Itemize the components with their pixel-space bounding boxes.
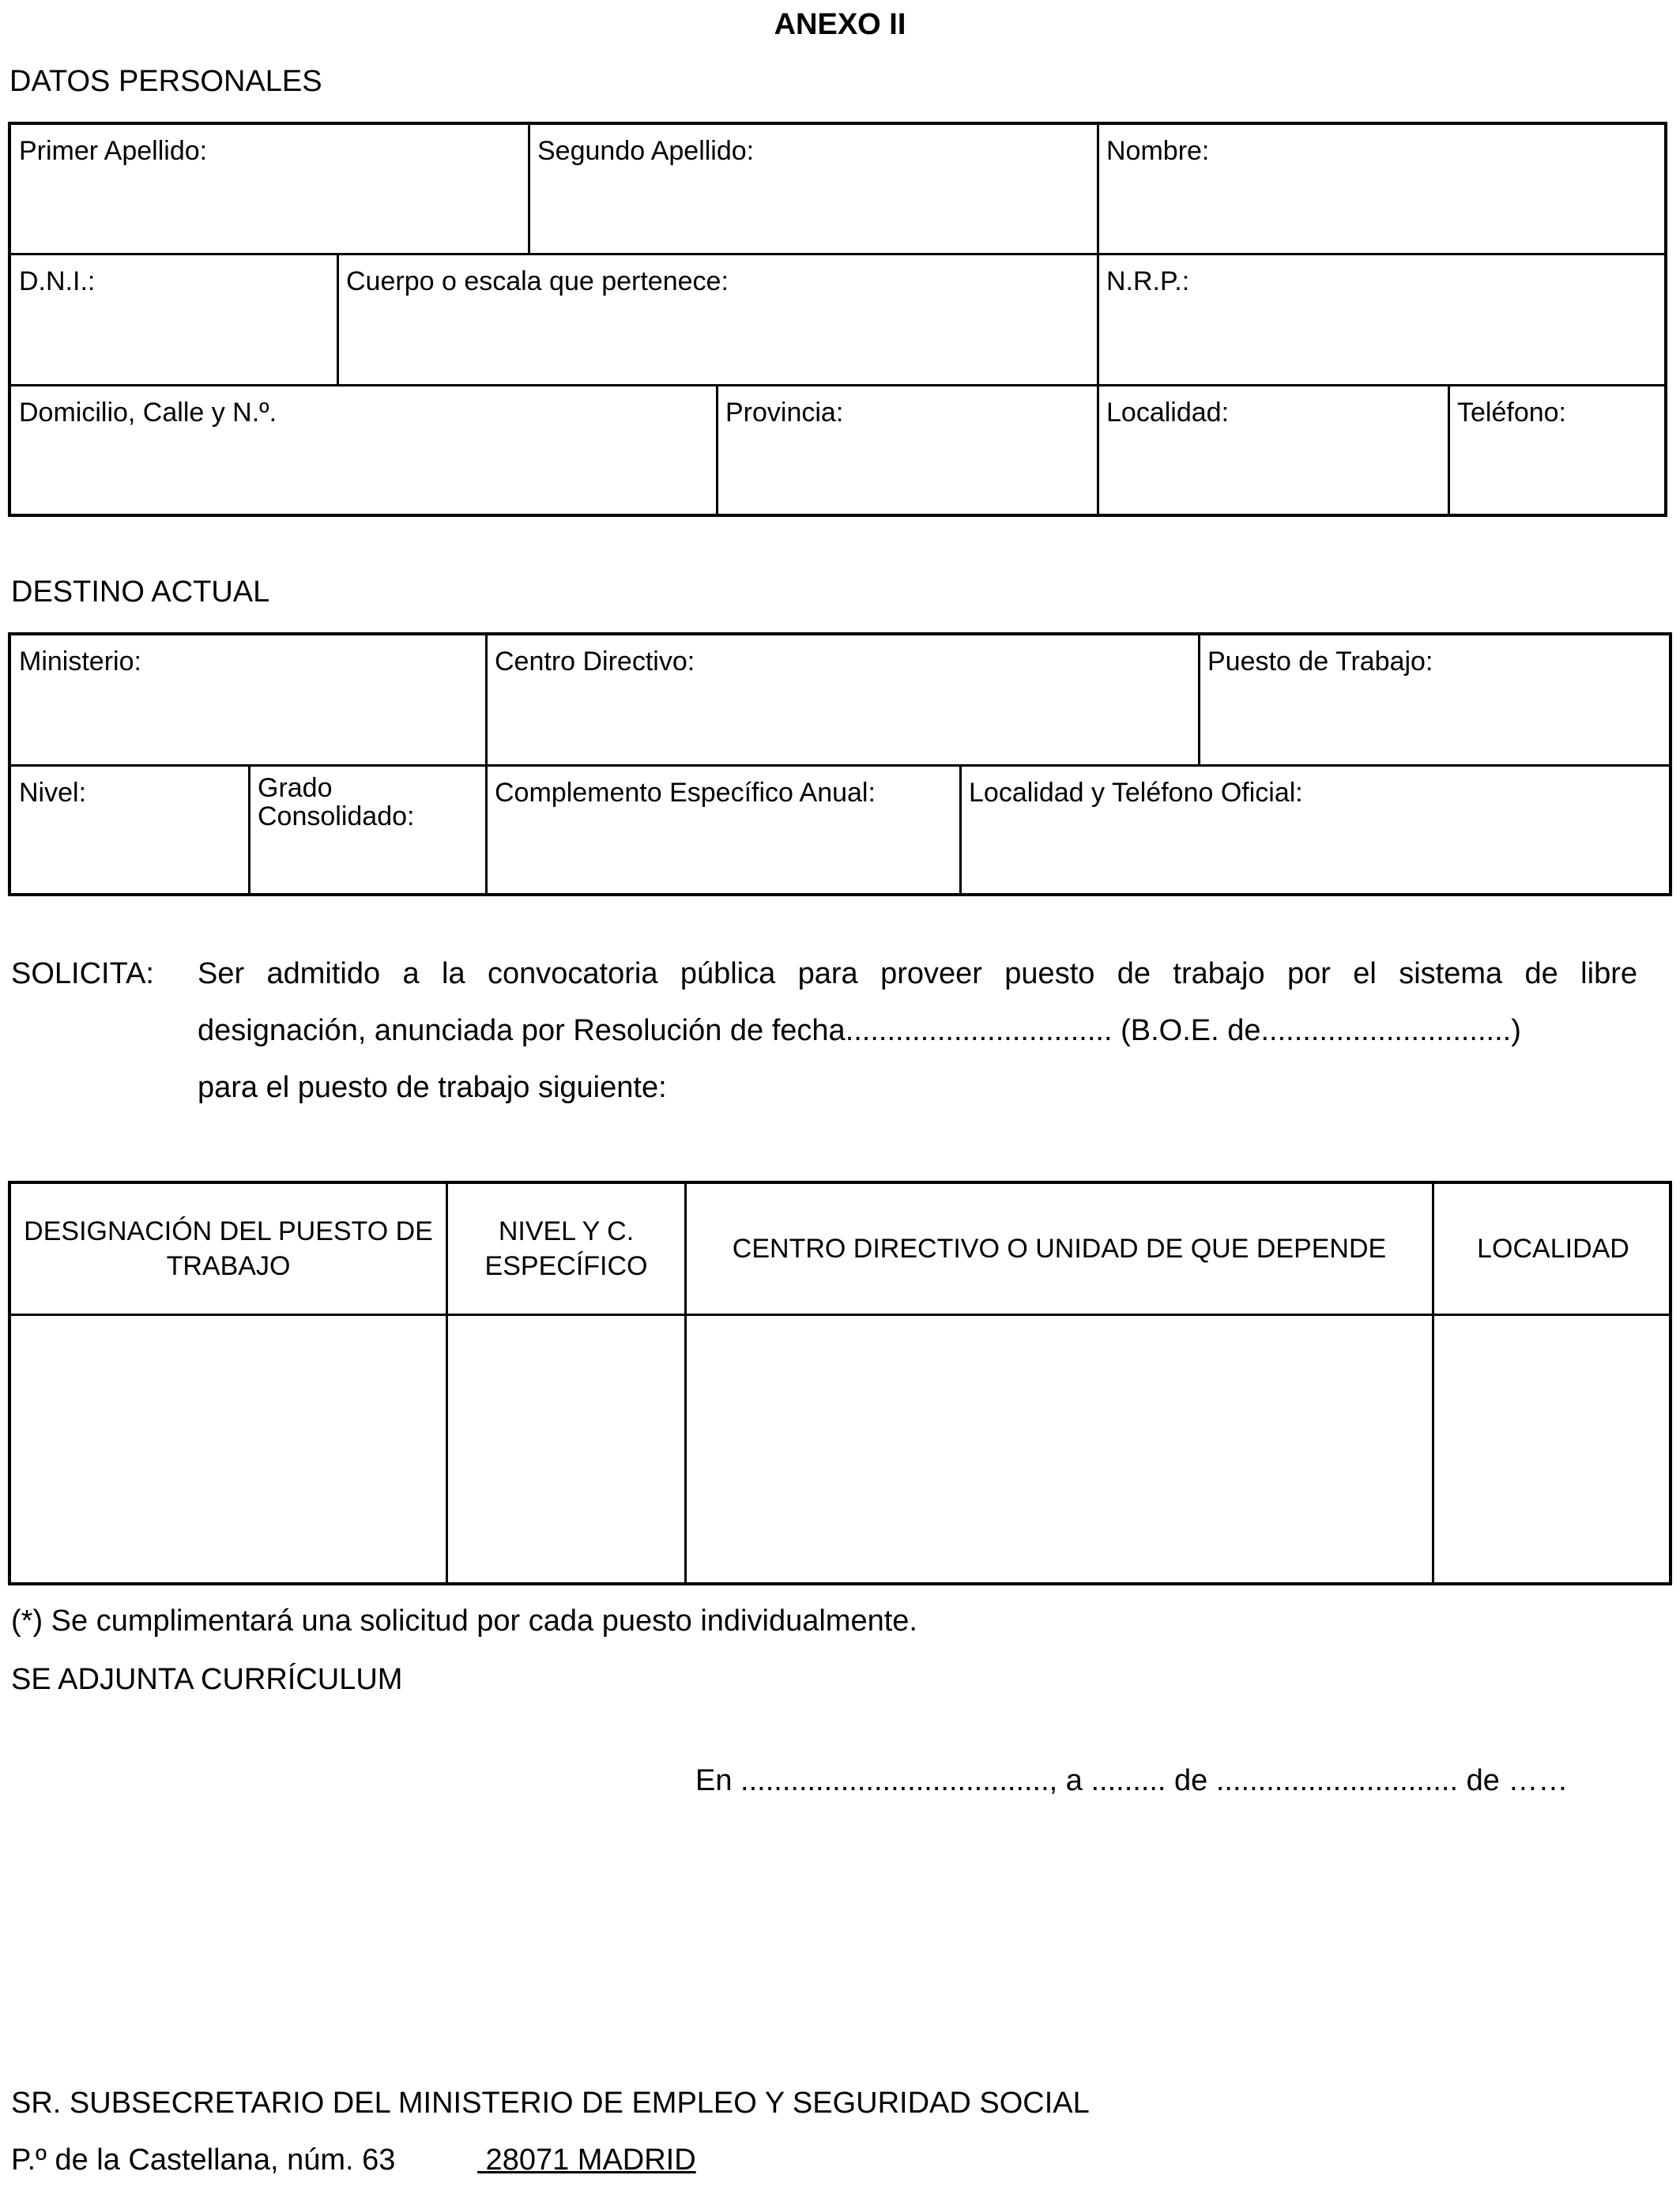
addressee-city: 28071 MADRID <box>477 2143 696 2177</box>
domicilio-label: Domicilio, Calle y N.º. <box>19 398 277 428</box>
destino-actual-form <box>8 632 1672 896</box>
header-localidad: LOCALIDAD <box>1477 1233 1629 1264</box>
addressee-street: P.º de la Castellana, núm. 63 <box>11 2143 396 2177</box>
cuerpo-escala-label: Cuerpo o escala que pertenece: <box>346 266 729 296</box>
designacion-input-cell[interactable] <box>11 1316 446 1585</box>
dni-label: D.N.I.: <box>19 266 96 296</box>
telefono-label: Teléfono: <box>1457 398 1566 428</box>
localidad-telefono-oficial-field[interactable] <box>961 767 1672 896</box>
header-designacion: DESIGNACIÓN DEL PUESTO DE TRABAJO <box>24 1216 433 1281</box>
puesto-trabajo-field[interactable] <box>1200 635 1672 764</box>
date-line: En ....................................., a ......... de ............................. de …… <box>695 1764 1569 1797</box>
solicita-label: SOLICITA: <box>11 957 154 990</box>
nivel-field[interactable] <box>11 767 248 896</box>
nombre-field[interactable] <box>1098 125 1667 253</box>
primer-apellido-label: Primer Apellido: <box>19 136 208 166</box>
localidad-field[interactable] <box>1098 386 1448 517</box>
nivel-label: Nivel: <box>19 778 87 808</box>
datos-personales-heading: DATOS PERSONALES <box>9 65 322 98</box>
segundo-apellido-label: Segundo Apellido: <box>537 136 755 166</box>
dni-field[interactable] <box>11 255 337 384</box>
solicita-line-3: para el puesto de trabajo siguiente: <box>198 1071 667 1104</box>
addressee-line: SR. SUBSECRETARIO DEL MINISTERIO DE EMPLEO Y SEGURIDAD SOCIAL <box>11 2087 1090 2120</box>
nombre-label: Nombre: <box>1106 136 1210 166</box>
nrp-field[interactable] <box>1098 255 1667 384</box>
footnote: (*) Se cumplimentará una solicitud por cada puesto individualmente. <box>11 1604 917 1638</box>
grado-consolidado-field[interactable] <box>250 767 455 896</box>
puesto-table <box>8 1181 1672 1585</box>
nivel-input-cell[interactable] <box>448 1316 684 1585</box>
provincia-field[interactable] <box>718 386 1097 517</box>
page-title: ANEXO II <box>774 8 906 41</box>
header-centro-directivo: CENTRO DIRECTIVO O UNIDAD DE QUE DEPENDE <box>732 1233 1387 1264</box>
centro-directivo-field[interactable] <box>487 635 1198 764</box>
complemento-especifico-label: Complemento Específico Anual: <box>495 778 876 808</box>
ministerio-field[interactable] <box>11 635 485 764</box>
destino-actual-heading: DESTINO ACTUAL <box>11 575 270 609</box>
centro-directivo-label: Centro Directivo: <box>495 647 695 677</box>
provincia-label: Provincia: <box>725 398 844 428</box>
complemento-especifico-field[interactable] <box>487 767 959 896</box>
grado-consolidado-label: Grado Consolidado: <box>258 773 415 831</box>
solicita-line-2: designación, anunciada por Resolución de fecha................................ (B.O.E. de..............................) <box>198 1014 1521 1047</box>
telefono-field[interactable] <box>1449 386 1667 517</box>
localidad-input-cell[interactable] <box>1434 1316 1672 1585</box>
domicilio-field[interactable] <box>11 386 716 517</box>
cuerpo-escala-field[interactable] <box>338 255 1097 384</box>
nrp-label: N.R.P.: <box>1106 266 1190 296</box>
adjunta-curriculum: SE ADJUNTA CURRÍCULUM <box>11 1663 403 1696</box>
localidad-label: Localidad: <box>1106 398 1230 428</box>
ministerio-label: Ministerio: <box>19 647 141 677</box>
segundo-apellido-field[interactable] <box>529 125 1097 253</box>
datos-personales-form <box>8 122 1667 517</box>
solicita-line-1: Ser admitido a la convocatoria pública para proveer puesto de trabajo por el sistema de libre <box>198 957 1637 990</box>
primer-apellido-field[interactable] <box>11 125 528 253</box>
header-nivel: NIVEL Y C. ESPECÍFICO <box>484 1216 648 1281</box>
centro-directivo-input-cell[interactable] <box>687 1316 1432 1585</box>
puesto-trabajo-label: Puesto de Trabajo: <box>1207 647 1433 677</box>
localidad-telefono-oficial-label: Localidad y Teléfono Oficial: <box>969 778 1303 808</box>
